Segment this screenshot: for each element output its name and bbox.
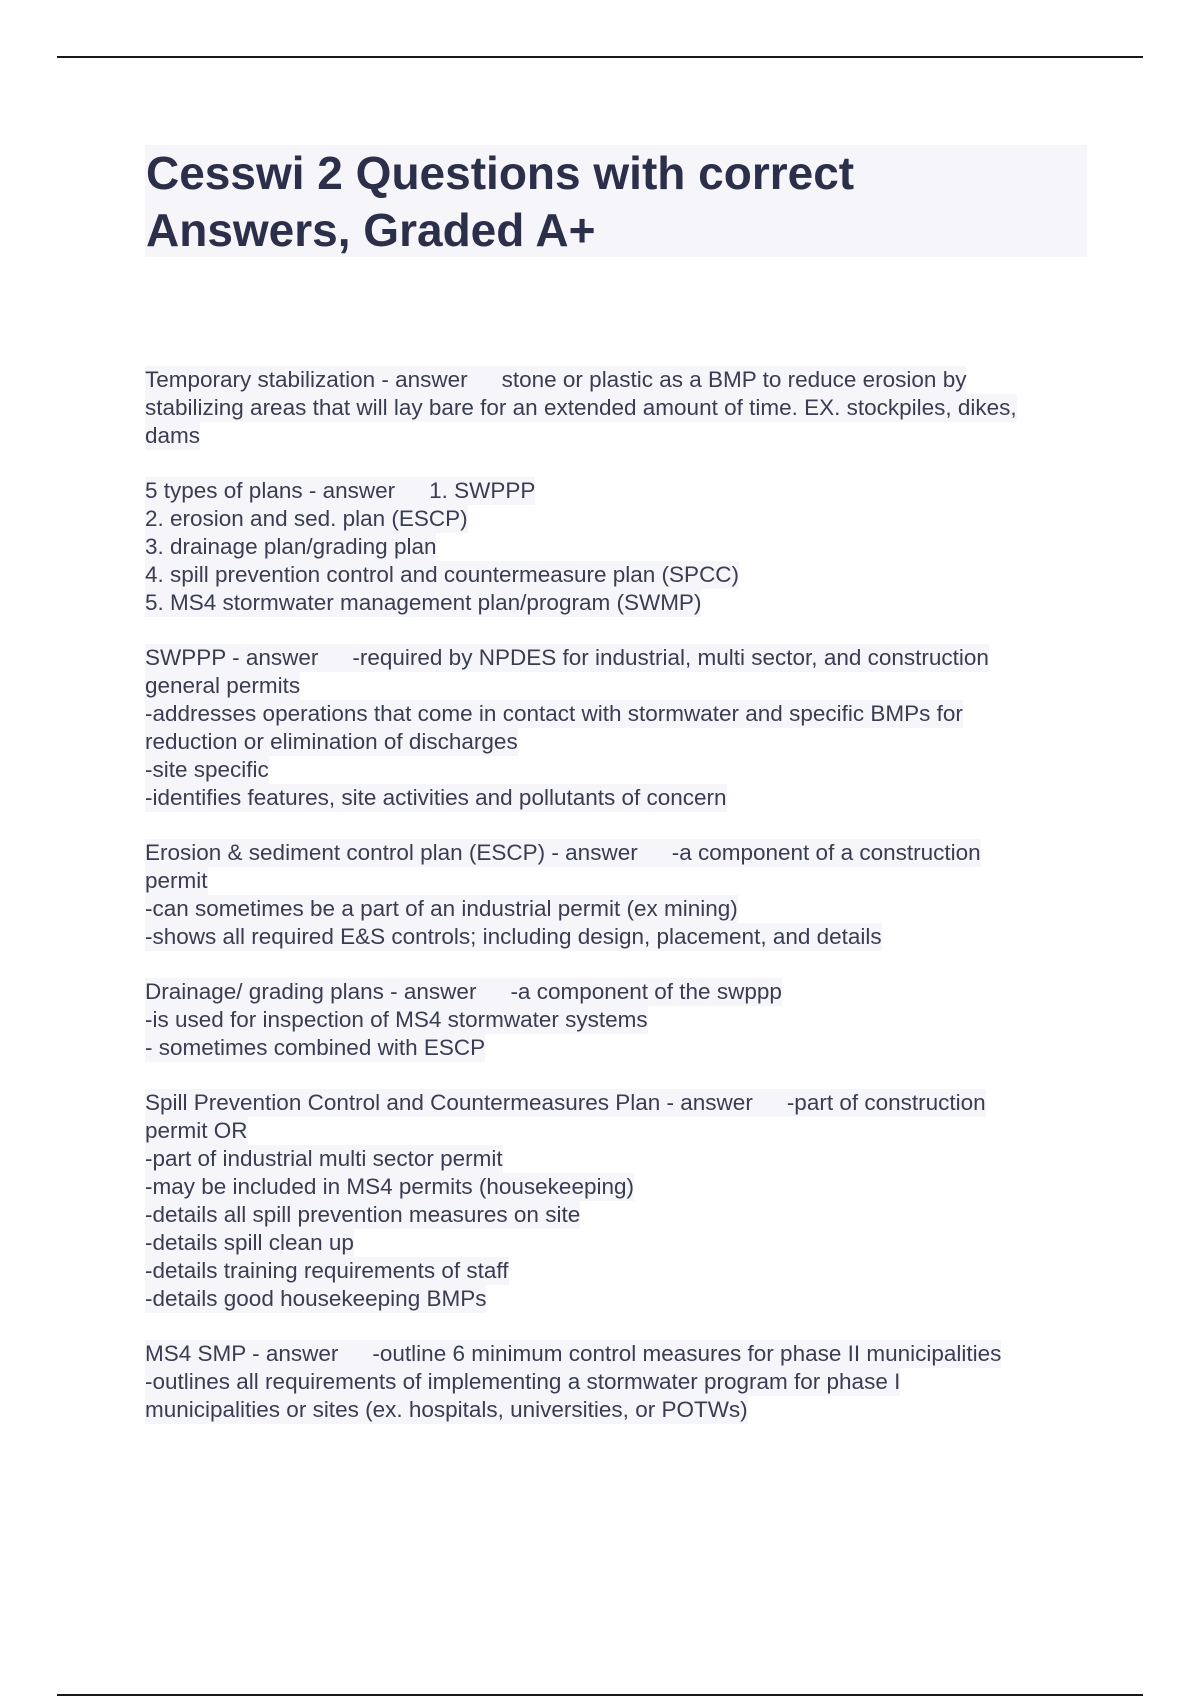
qa-answer-line: -can sometimes be a part of an industrial permit (ex mining) [145, 896, 738, 921]
qa-answer-line: -details training requirements of staff [145, 1258, 509, 1283]
qa-first-line [145, 1089, 986, 1117]
title-block [145, 145, 1087, 257]
qa-answer-line: -addresses operations that come in contact with stormwater and specific BMPs for [145, 701, 963, 726]
qa-answer-start: 1. SWPPP [429, 478, 536, 503]
qa-first-line [145, 644, 989, 672]
qa-answer-line: -site specific [145, 757, 269, 782]
qa-answer-line: -part of industrial multi sector permit [145, 1146, 503, 1171]
qa-entry [145, 978, 1095, 1062]
footer-rule [57, 1694, 1143, 1696]
qa-entry [145, 1340, 1095, 1424]
qa-term: 5 types of plans - answer [145, 478, 396, 503]
qa-answer-start: -a component of a construction [671, 840, 981, 865]
qa-answer-line: dams [145, 423, 201, 448]
qa-answer-line: general permits [145, 673, 301, 698]
qa-answer-line: 4. spill prevention control and countermeasure plan (SPCC) [145, 562, 740, 587]
qa-answer-start: -a component of the swppp [510, 979, 782, 1004]
qa-answer-start: -part of construction [786, 1090, 986, 1115]
qa-answer-line: -details good housekeeping BMPs [145, 1286, 487, 1311]
qa-term: Drainage/ grading plans - answer [145, 979, 477, 1004]
qa-content [145, 366, 1095, 1451]
qa-answer-line: - sometimes combined with ESCP [145, 1035, 486, 1060]
qa-term: Spill Prevention Control and Countermeasures Plan - answer [145, 1090, 753, 1115]
qa-answer-line: -details spill clean up [145, 1230, 354, 1255]
qa-answer-line: 3. drainage plan/grading plan [145, 534, 437, 559]
qa-entry [145, 366, 1095, 450]
qa-entry [145, 839, 1095, 951]
qa-term: MS4 SMP - answer [145, 1341, 339, 1366]
qa-answer-line: -details all spill prevention measures on site [145, 1202, 581, 1227]
qa-answer-line: municipalities or sites (ex. hospitals, universities, or POTWs) [145, 1397, 748, 1422]
qa-first-line [145, 978, 782, 1006]
qa-entry [145, 477, 1095, 617]
qa-term: Temporary stabilization - answer [145, 367, 468, 392]
title-line-1: Cesswi 2 Questions with correct [146, 147, 855, 199]
qa-answer-line: -shows all required E&S controls; including design, placement, and details [145, 924, 882, 949]
qa-answer-line: -is used for inspection of MS4 stormwater systems [145, 1007, 648, 1032]
qa-first-line [145, 839, 981, 867]
page-title [146, 145, 1087, 259]
qa-answer-start: stone or plastic as a BMP to reduce erosion by [501, 367, 967, 392]
qa-answer-line: -outlines all requirements of implementing a stormwater program for phase I [145, 1369, 901, 1394]
qa-answer-line: stabilizing areas that will lay bare for an extended amount of time. EX. stockpiles, dikes, [145, 395, 1017, 420]
header-rule [57, 56, 1143, 58]
qa-answer-line: -identifies features, site activities and pollutants of concern [145, 785, 727, 810]
qa-answer-line: 5. MS4 stormwater management plan/program (SWMP) [145, 590, 702, 615]
qa-term: Erosion & sediment control plan (ESCP) - answer [145, 840, 638, 865]
qa-answer-line: -may be included in MS4 permits (housekeeping) [145, 1174, 634, 1199]
qa-answer-line: permit [145, 868, 208, 893]
qa-first-line [145, 1340, 1001, 1368]
qa-entry [145, 644, 1095, 812]
title-line-2: Answers, Graded A+ [146, 204, 596, 256]
qa-answer-line: reduction or elimination of discharges [145, 729, 518, 754]
qa-term: SWPPP - answer [145, 645, 319, 670]
qa-first-line [145, 477, 535, 505]
qa-answer-line: 2. erosion and sed. plan (ESCP) [145, 506, 468, 531]
qa-entry [145, 1089, 1095, 1313]
qa-answer-line: permit OR [145, 1118, 248, 1143]
qa-first-line [145, 366, 966, 394]
qa-answer-start: -required by NPDES for industrial, multi sector, and construction [352, 645, 989, 670]
qa-answer-start: -outline 6 minimum control measures for phase II municipalities [372, 1341, 1002, 1366]
